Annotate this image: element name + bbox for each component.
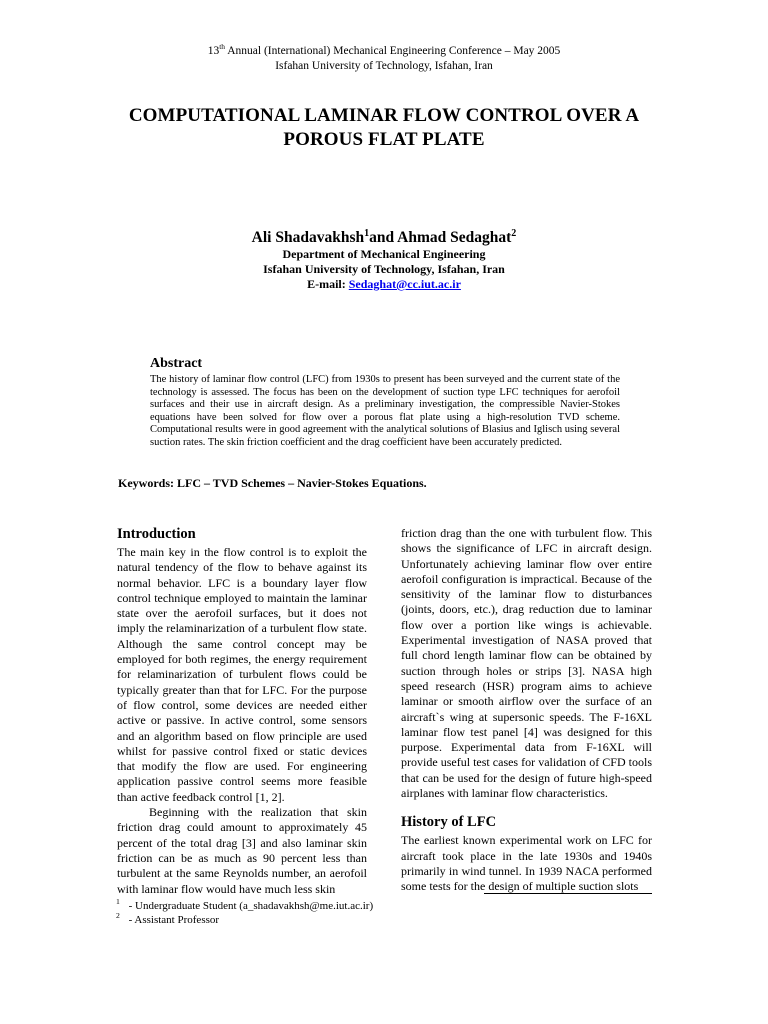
abstract-heading: Abstract bbox=[150, 356, 203, 371]
footnote-2-mark: 2 bbox=[116, 911, 120, 921]
affiliation bbox=[0, 247, 768, 292]
footnote-separator bbox=[484, 893, 652, 894]
footnote-2 bbox=[116, 913, 219, 927]
conference-header bbox=[0, 44, 768, 74]
author-1: Ali Shadavakhsh bbox=[251, 229, 365, 246]
department: Department of Mechanical Engineering bbox=[282, 247, 486, 261]
footnote-1 bbox=[116, 899, 373, 913]
conference-name: Annual (International) Mechanical Engineering Conference – May 2005 bbox=[225, 45, 561, 57]
email-line bbox=[0, 277, 768, 292]
history-paragraph-1: The earliest known experimental work on LFC for aircraft took place in the late 1930s and 1940s primarily in wind tunnel. In 1939 NACA performed some tests for the design of multiple suction slots bbox=[401, 833, 652, 894]
abstract-text: The history of laminar flow control (LFC) from 1930s to present has been surveyed and the current state of the technology is assessed. The focus has been on the development of suction type LFC techniques for aerofoil surfaces and their use in aircraft design. As a preliminary investigation, the compressible Navier-Stokes equations have been solved for flow over a porous flat plate using a high-resolution TVD scheme. Computational results were in good agreement with the analytical solutions of Blasius and Iglisch using several suction rates. The skin friction coefficient and the drag coefficient have been accurately predicted. bbox=[150, 374, 620, 448]
author-1-mark: 1 bbox=[364, 227, 370, 239]
footnote-2-text: - Assistant Professor bbox=[125, 914, 220, 926]
author-2: and Ahmad Sedaghat bbox=[369, 229, 512, 246]
title-line-2: POROUS FLAT PLATE bbox=[283, 129, 485, 150]
right-column bbox=[401, 526, 652, 895]
author-2-mark: 2 bbox=[511, 227, 517, 239]
keywords: Keywords: LFC – TVD Schemes – Navier-Stokes Equations. bbox=[118, 476, 427, 490]
paper-title bbox=[0, 104, 768, 152]
intro-paragraph-1: The main key in the flow control is to exploit the natural tendency of the flow to behave against its normal behavior. LFC is a boundary layer flow control technique employed to maintain the laminar state over the aerofoil surfaces, but it does not imply the relaminarization of a turbulent flow state. Although the same control concept may be employed for both regimes, the energy requirement for relaminarization of turbulent flows could be typically greater than that for LFC. For the purpose of flow control, some devices are needed either active or passive. In active control, some sensors and an algorithm based on flow principle are used whilst for passive control fixed or static devices that modify the flow are used. For engineering application passive control seems more feasible than active feedback control [1, 2]. bbox=[117, 545, 367, 804]
intro-paragraph-3: friction drag than the one with turbulent flow. This shows the significance of LFC in aircraft design. Unfortunately achieving laminar flow over entire aerofoil configuration is impractical. Because of the sensitivity of the laminar flow to disturbances (joints, doors, etc.), drag reduction due to laminar flow over a portion like wings is achievable. Experimental investigation of NASA proved that full chord length laminar flow can be obtained by suction through holes or strips [3]. NASA high speed research (HSR) program aims to achieve laminar or smooth airflow over the surface of an aircraft`s wing at supersonic speeds. The F-16XL laminar flow test panel [4] was designed for this purpose. Experimental data from F-16XL will provide useful test cases for validation of CFD tools that can be used for the design of future high-speed airplanes with laminar flow characteristics. bbox=[401, 526, 652, 801]
author-line bbox=[0, 228, 768, 248]
footnote-1-mark: 1 bbox=[116, 897, 120, 907]
left-column bbox=[117, 525, 367, 897]
conference-line-1 bbox=[0, 44, 768, 59]
email-label: E-mail: bbox=[307, 277, 349, 291]
ordinal-suffix: th bbox=[219, 42, 225, 52]
history-heading: History of LFC bbox=[401, 814, 497, 831]
email-link[interactable]: Sedaghat@cc.iut.ac.ir bbox=[348, 277, 461, 291]
footnote-1-text: - Undergraduate Student (a_shadavakhsh@me.iut.ac.ir) bbox=[125, 900, 374, 912]
intro-paragraph-2: Beginning with the realization that skin friction drag could amount to approximately 45 percent of the total drag [3] and also laminar skin friction can be as much as 90 percent less than turbulent at the same Reynolds number, an aerofoil with laminar flow would have much less skin bbox=[117, 805, 367, 896]
title-line-1: COMPUTATIONAL LAMINAR FLOW CONTROL OVER A bbox=[128, 105, 640, 126]
introduction-heading: Introduction bbox=[117, 526, 196, 542]
conference-venue: Isfahan University of Technology, Isfahan, Iran bbox=[275, 60, 493, 72]
university: Isfahan University of Technology, Isfahan, Iran bbox=[263, 262, 505, 276]
conference-number: 13 bbox=[207, 45, 220, 57]
